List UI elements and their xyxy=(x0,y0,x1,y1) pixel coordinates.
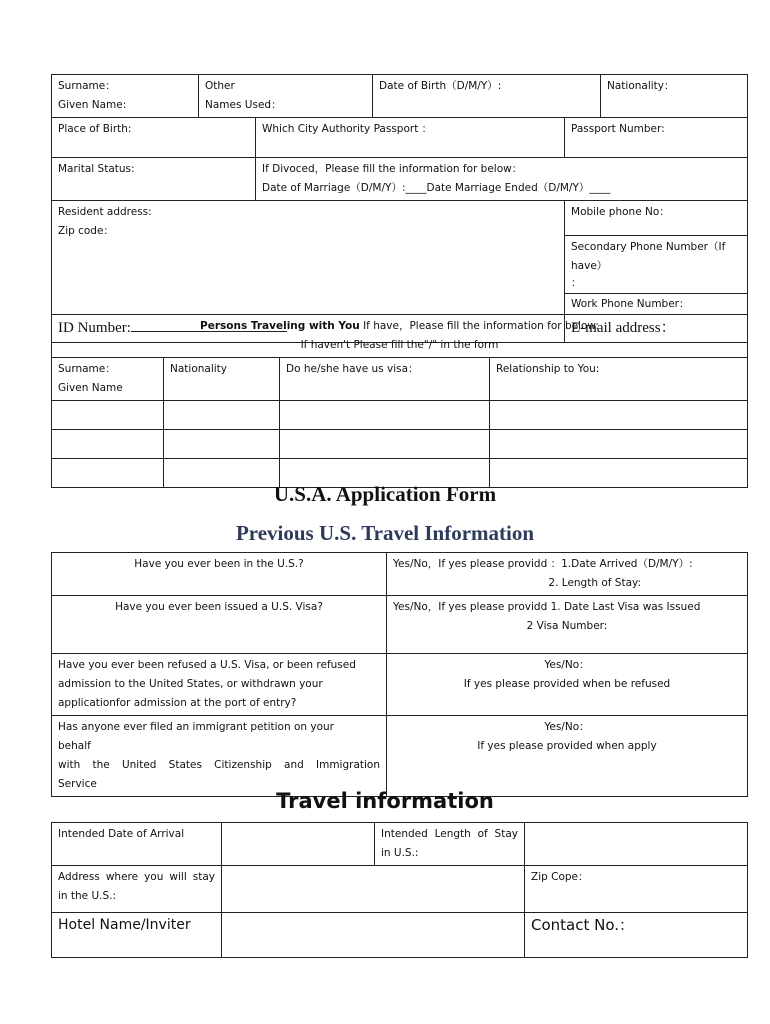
zip-label: Zip Cope： xyxy=(531,871,589,883)
q4-line2: behalf xyxy=(58,740,91,752)
hotel-input[interactable] xyxy=(222,913,525,958)
dob-label: Date of Birth（D/M/Y）: xyxy=(379,80,502,92)
a-immigrant-petition[interactable] xyxy=(387,716,748,797)
city-authority-cell[interactable] xyxy=(256,118,565,158)
marriage-dates: Date of Marriage（D/M/Y）:____Date Marriage Ended（D/M/Y）____ xyxy=(262,182,611,194)
col-nationality xyxy=(164,358,280,401)
length-label-line2: in U.S.: xyxy=(381,847,419,859)
divorced-cell[interactable] xyxy=(256,158,748,201)
a-refused-visa[interactable] xyxy=(387,654,748,716)
passport-number-cell[interactable] xyxy=(565,118,748,158)
marital-status-label: Marital Status: xyxy=(58,163,135,175)
place-of-birth-label: Place of Birth: xyxy=(58,123,132,135)
address-label-line1: Address where you will stay xyxy=(58,871,215,883)
table-row xyxy=(52,401,748,430)
col-surname xyxy=(52,358,164,401)
col-surname-label: Surname： xyxy=(58,363,116,375)
secondary-phone-cell[interactable] xyxy=(565,236,748,294)
a3-line1: Yes/No： xyxy=(544,659,590,671)
nationality-label: Nationality： xyxy=(607,80,675,92)
a2-line2: 2 Visa Number: xyxy=(526,620,608,632)
previous-travel-table xyxy=(51,552,747,797)
arrival-label: Intended Date of Arrival xyxy=(58,828,185,840)
travel-info-table xyxy=(51,822,747,958)
table-cell[interactable] xyxy=(280,401,490,430)
col-visa-label: Do he/she have us visa： xyxy=(286,363,419,375)
table-cell[interactable] xyxy=(490,401,748,430)
travel-info-title: Travel information xyxy=(276,789,494,813)
previous-travel-title: Previous U.S. Travel Information xyxy=(235,521,535,545)
q3-line3: applicationfor admission at the port of entry? xyxy=(58,697,297,709)
a-issued-visa[interactable] xyxy=(387,596,748,654)
q-issued-visa: Have you ever been issued a U.S. Visa? xyxy=(52,596,387,654)
table-cell[interactable] xyxy=(164,430,280,459)
address-label-line2: in the U.S.: xyxy=(58,890,117,902)
contact-cell[interactable] xyxy=(525,913,748,958)
arrival-label-cell xyxy=(52,823,222,866)
col-relationship-label: Relationship to You: xyxy=(496,363,600,375)
resident-address-label: Resident address: xyxy=(58,206,152,218)
a4-line1: Yes/No： xyxy=(544,721,590,733)
a3-line2: If yes please provided when be refused xyxy=(463,678,671,690)
arrival-input[interactable] xyxy=(222,823,375,866)
table-cell[interactable] xyxy=(52,401,164,430)
q4-line4: Service xyxy=(58,778,97,790)
zip-cell[interactable] xyxy=(525,866,748,913)
a-been-in-us[interactable] xyxy=(387,553,748,596)
col-visa xyxy=(280,358,490,401)
nationality-cell[interactable] xyxy=(601,75,748,118)
q-been-in-us: Have you ever been in the U.S.? xyxy=(52,553,387,596)
passport-number-label: Passport Number: xyxy=(571,123,665,135)
surname-cell[interactable] xyxy=(52,75,199,118)
persons-heading-line2: If haven't Please fill the"/" in the form xyxy=(300,339,499,351)
surname-label: Surname： xyxy=(58,80,116,92)
zip-code-label: Zip code： xyxy=(58,225,114,237)
persons-traveling-table xyxy=(51,314,747,488)
address-input[interactable] xyxy=(222,866,525,913)
q3-line2: admission to the United States, or withdrawn your xyxy=(58,678,323,690)
secondary-phone-colon: ： xyxy=(571,277,582,289)
q-immigrant-petition xyxy=(52,716,387,797)
work-phone-label: Work Phone Number： xyxy=(571,298,690,310)
col-relationship xyxy=(490,358,748,401)
personal-info-table xyxy=(51,74,747,343)
q4-line3: with the United States Citizenship and Immigration xyxy=(58,759,380,771)
a2-line1: Yes/No，If yes please providd 1. Date Last Visa was Issued xyxy=(393,601,701,613)
persons-heading-cell xyxy=(52,315,748,358)
table-cell[interactable] xyxy=(490,430,748,459)
resident-address-cell[interactable] xyxy=(52,201,565,315)
work-phone-cell[interactable] xyxy=(565,294,748,315)
other-names-cell[interactable] xyxy=(199,75,373,118)
table-cell[interactable] xyxy=(164,401,280,430)
length-input[interactable] xyxy=(525,823,748,866)
a1-line2: 2. Length of Stay: xyxy=(548,577,641,589)
table-cell[interactable] xyxy=(52,430,164,459)
city-authority-label: Which City Authority Passport ： xyxy=(262,123,433,135)
secondary-phone-label: Secondary Phone Number（If have） xyxy=(571,241,726,272)
length-label-cell xyxy=(375,823,525,866)
a1-line1: Yes/No，If yes please providd ：1.Date Arrived（D/M/Y）: xyxy=(393,558,693,570)
given-name-label: Given Name: xyxy=(58,99,127,111)
col-given-label: Given Name xyxy=(58,382,123,394)
divorced-instruction: If Divoced，Please fill the information for below： xyxy=(262,163,523,175)
q3-line1: Have you ever been refused a U.S. Visa, or been refused xyxy=(58,659,356,671)
email-label: E-mail address： xyxy=(571,320,676,336)
other-label: Other xyxy=(205,80,235,92)
names-used-label: Names Used： xyxy=(205,99,282,111)
hotel-label-cell xyxy=(52,913,222,958)
contact-label: Contact No.： xyxy=(531,916,635,934)
table-row xyxy=(52,430,748,459)
persons-heading-bold: Persons Traveling with You xyxy=(200,320,360,332)
q-refused-visa xyxy=(52,654,387,716)
persons-heading-rest: If have，Please fill the information for below: xyxy=(359,320,599,332)
form-title: U.S.A. Application Form xyxy=(273,482,497,506)
hotel-label: Hotel Name/Inviter xyxy=(58,917,191,933)
marital-status-cell[interactable] xyxy=(52,158,256,201)
a4-line2: If yes please provided when apply xyxy=(477,740,657,752)
dob-cell[interactable] xyxy=(373,75,601,118)
col-nationality-label: Nationality xyxy=(170,363,228,375)
table-cell[interactable] xyxy=(280,430,490,459)
q4-line1: Has anyone ever filed an immigrant petition on your xyxy=(58,721,334,733)
length-label-line1: Intended Length of Stay xyxy=(381,828,518,840)
mobile-phone-label: Mobile phone No： xyxy=(571,206,670,218)
address-label-cell xyxy=(52,866,222,913)
mobile-phone-cell[interactable] xyxy=(565,201,748,236)
place-of-birth-cell[interactable] xyxy=(52,118,256,158)
id-number-label: ID Number: xyxy=(58,320,131,336)
